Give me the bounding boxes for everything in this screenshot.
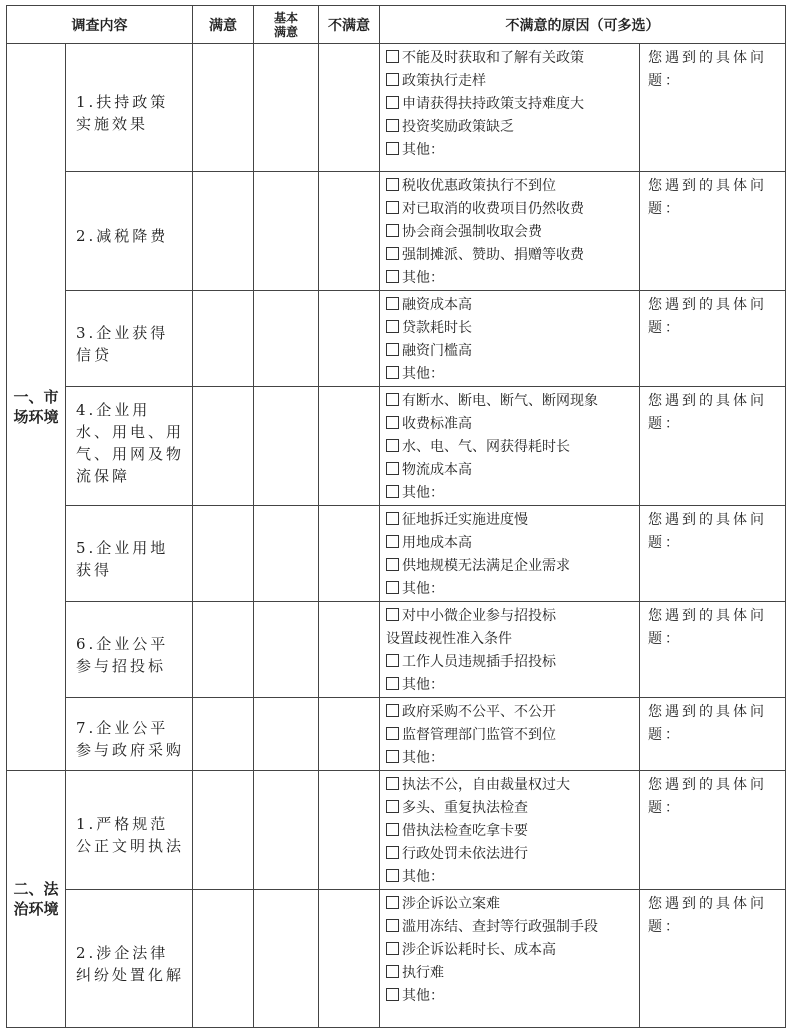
checkbox-icon[interactable] (386, 485, 399, 498)
checkbox-icon[interactable] (386, 224, 399, 237)
reason-option[interactable] (386, 244, 635, 267)
basic-satisfied-cell[interactable] (254, 890, 319, 1028)
basic-satisfied-cell[interactable] (254, 602, 319, 698)
reason-option[interactable] (386, 139, 635, 162)
checkbox-icon[interactable] (386, 393, 399, 406)
item-cell: 2.涉企法律纠纷处置化解 (66, 890, 193, 1028)
checkbox-icon[interactable] (386, 988, 399, 1001)
checkbox-icon[interactable] (386, 366, 399, 379)
basic-satisfied-cell[interactable] (254, 506, 319, 602)
reason-option[interactable] (386, 939, 635, 962)
reason-label: 执法不公，自由裁量权过大 (402, 777, 570, 793)
checkbox-icon[interactable] (386, 965, 399, 978)
header-reasons: 不满意的原因（可多选） (380, 6, 786, 44)
satisfied-cell[interactable] (193, 771, 254, 890)
checkbox-icon[interactable] (386, 558, 399, 571)
reason-option[interactable] (386, 116, 635, 139)
unsatisfied-cell[interactable] (319, 890, 380, 1028)
reason-label: 收费标准高 (402, 416, 472, 432)
survey-row (7, 387, 786, 506)
reason-option[interactable] (386, 93, 635, 116)
checkbox-icon[interactable] (386, 270, 399, 283)
reason-option[interactable] (386, 962, 635, 985)
checkbox-icon[interactable] (386, 750, 399, 763)
basic-satisfied-cell[interactable] (254, 291, 319, 387)
survey-row (7, 698, 786, 771)
reason-label: 征地拆迁实施进度慢 (402, 512, 528, 528)
checkbox-icon[interactable] (386, 320, 399, 333)
reason-option[interactable] (386, 628, 635, 651)
item-cell: 6.企业公平参与招投标 (66, 602, 193, 698)
reason-option[interactable] (386, 916, 635, 939)
satisfied-cell[interactable] (193, 890, 254, 1028)
reason-label: 政府采购不公平、不公开 (402, 704, 556, 720)
checkbox-icon[interactable] (386, 800, 399, 813)
survey-table (6, 5, 786, 1028)
checkbox-icon[interactable] (386, 416, 399, 429)
unsatisfied-cell[interactable] (319, 387, 380, 506)
reason-option[interactable] (386, 267, 635, 290)
header-basic-satisfied (254, 6, 319, 44)
reasons-cell (380, 698, 640, 771)
checkbox-icon[interactable] (386, 50, 399, 63)
checkbox-icon[interactable] (386, 201, 399, 214)
item-cell: 3.企业获得信贷 (66, 291, 193, 387)
reason-option[interactable] (386, 413, 635, 436)
checkbox-icon[interactable] (386, 846, 399, 859)
reason-label: 其他： (402, 142, 444, 158)
reason-label: 水、电、气、网获得耗时长 (402, 439, 570, 455)
detail-cell[interactable]: 您遇到的具体问题： (640, 771, 786, 890)
reason-option[interactable] (386, 482, 635, 505)
unsatisfied-cell[interactable] (319, 698, 380, 771)
checkbox-icon[interactable] (386, 119, 399, 132)
satisfied-cell[interactable] (193, 291, 254, 387)
detail-cell[interactable]: 您遇到的具体问题： (640, 602, 786, 698)
survey-row (7, 506, 786, 602)
unsatisfied-cell[interactable] (319, 602, 380, 698)
reason-label: 执行难 (402, 965, 444, 981)
checkbox-icon[interactable] (386, 178, 399, 191)
reason-option[interactable] (386, 605, 635, 628)
reason-option[interactable] (386, 555, 635, 578)
reason-option[interactable] (386, 724, 635, 747)
reason-label: 不能及时获取和了解有关政策 (402, 50, 584, 66)
reason-option[interactable] (386, 294, 635, 317)
checkbox-icon[interactable] (386, 896, 399, 909)
checkbox-icon[interactable] (386, 869, 399, 882)
header-satisfied: 满意 (193, 6, 254, 44)
reason-label: 行政处罚未依法进行 (402, 846, 528, 862)
reason-label: 对已取消的收费项目仍然收费 (402, 201, 584, 217)
header-content: 调查内容 (7, 6, 193, 44)
item-cell: 2.减税降费 (66, 172, 193, 291)
reasons-cell (380, 44, 640, 172)
reason-label: 融资门槛高 (402, 343, 472, 359)
satisfied-cell[interactable] (193, 387, 254, 506)
reasons-cell (380, 291, 640, 387)
reason-option[interactable] (386, 175, 635, 198)
reason-option[interactable] (386, 820, 635, 843)
reason-label: 涉企诉讼立案难 (402, 896, 500, 912)
survey-row (7, 172, 786, 291)
reason-label: 其他： (402, 988, 444, 1004)
header-row (7, 6, 786, 44)
item-cell: 5.企业用地获得 (66, 506, 193, 602)
reason-option[interactable] (386, 363, 635, 386)
reason-label: 其他： (402, 485, 444, 501)
checkbox-icon[interactable] (386, 343, 399, 356)
reason-option[interactable] (386, 459, 635, 482)
basic-satisfied-cell[interactable] (254, 387, 319, 506)
item-cell: 4.企业用水、用电、用气、用网及物流保障 (66, 387, 193, 506)
reason-label: 涉企诉讼耗时长、成本高 (402, 942, 556, 958)
reason-option[interactable] (386, 198, 635, 221)
header-unsatisfied: 不满意 (319, 6, 380, 44)
checkbox-icon[interactable] (386, 777, 399, 790)
satisfied-cell[interactable] (193, 44, 254, 172)
checkbox-icon[interactable] (386, 581, 399, 594)
reason-option[interactable] (386, 578, 635, 601)
satisfied-cell[interactable] (193, 172, 254, 291)
reason-label: 用地成本高 (402, 535, 472, 551)
unsatisfied-cell[interactable] (319, 172, 380, 291)
survey-row (7, 602, 786, 698)
checkbox-icon[interactable] (386, 142, 399, 155)
detail-cell[interactable]: 您遇到的具体问题： (640, 698, 786, 771)
reason-label: 税收优惠政策执行不到位 (402, 178, 556, 194)
reason-label: 借执法检查吃拿卡要 (402, 823, 528, 839)
checkbox-icon[interactable] (386, 727, 399, 740)
item-cell: 7.企业公平参与政府采购 (66, 698, 193, 771)
survey-row (7, 44, 786, 172)
reason-label: 其他： (402, 869, 444, 885)
checkbox-icon[interactable] (386, 535, 399, 548)
checkbox-icon[interactable] (386, 677, 399, 690)
basic-satisfied-cell[interactable] (254, 771, 319, 890)
satisfied-cell[interactable] (193, 602, 254, 698)
reason-label: 贷款耗时长 (402, 320, 472, 336)
survey-row (7, 771, 786, 890)
basic-satisfied-cell[interactable] (254, 698, 319, 771)
checkbox-icon[interactable] (386, 512, 399, 525)
checkbox-icon[interactable] (386, 247, 399, 260)
reason-label: 物流成本高 (402, 462, 472, 478)
checkbox-icon[interactable] (386, 96, 399, 109)
category-cell: 一、市场环境 (7, 44, 66, 771)
detail-cell[interactable]: 您遇到的具体问题： (640, 291, 786, 387)
reason-label: 多头、重复执法检查 (402, 800, 528, 816)
reason-label: 协会商会强制收取会费 (402, 224, 542, 240)
checkbox-icon[interactable] (386, 654, 399, 667)
reason-label: 其他： (402, 581, 444, 597)
checkbox-icon[interactable] (386, 942, 399, 955)
checkbox-icon[interactable] (386, 608, 399, 621)
basic-satisfied-cell[interactable] (254, 172, 319, 291)
detail-cell[interactable]: 您遇到的具体问题： (640, 506, 786, 602)
reason-option[interactable] (386, 651, 635, 674)
reasons-cell (380, 602, 640, 698)
detail-cell[interactable]: 您遇到的具体问题： (640, 387, 786, 506)
checkbox-icon[interactable] (386, 439, 399, 452)
checkbox-icon[interactable] (386, 297, 399, 310)
basic-satisfied-cell[interactable] (254, 44, 319, 172)
survey-row (7, 291, 786, 387)
reason-label: 滥用冻结、查封等行政强制手段 (402, 919, 598, 935)
reason-option[interactable] (386, 843, 635, 866)
checkbox-icon[interactable] (386, 462, 399, 475)
survey-body (7, 44, 786, 1028)
satisfied-cell[interactable] (193, 506, 254, 602)
item-cell: 1.扶持政策实施效果 (66, 44, 193, 172)
reason-option[interactable] (386, 747, 635, 770)
reason-option[interactable] (386, 701, 635, 724)
detail-cell[interactable]: 您遇到的具体问题： (640, 890, 786, 1028)
reason-option[interactable] (386, 436, 635, 459)
survey-row (7, 890, 786, 1028)
reason-option[interactable] (386, 866, 635, 889)
reason-label: 其他： (402, 270, 444, 286)
reason-label: 投资奖励政策缺乏 (402, 119, 514, 135)
item-cell: 1.严格规范公正文明执法 (66, 771, 193, 890)
reason-option[interactable] (386, 47, 635, 70)
reason-option[interactable] (386, 985, 635, 1008)
reason-option[interactable] (386, 340, 635, 363)
reason-option[interactable] (386, 221, 635, 244)
detail-cell[interactable]: 您遇到的具体问题： (640, 172, 786, 291)
header-basic-satisfied-text: 基本满意 (273, 10, 298, 39)
reasons-cell (380, 506, 640, 602)
reason-label: 其他： (402, 750, 444, 766)
reason-label: 供地规模无法满足企业需求 (402, 558, 570, 574)
satisfied-cell[interactable] (193, 698, 254, 771)
reason-option[interactable] (386, 674, 635, 697)
reason-option[interactable] (386, 797, 635, 820)
checkbox-icon[interactable] (386, 823, 399, 836)
reason-option[interactable] (386, 532, 635, 555)
reason-option[interactable] (386, 509, 635, 532)
unsatisfied-cell[interactable] (319, 506, 380, 602)
reason-label: 有断水、断电、断气、断网现象 (402, 393, 598, 409)
reason-label: 申请获得扶持政策支持难度大 (402, 96, 584, 112)
reason-option[interactable] (386, 70, 635, 93)
reason-label: 融资成本高 (402, 297, 472, 313)
reason-label: 强制摊派、赞助、捐赠等收费 (402, 247, 584, 263)
reason-label: 工作人员违规插手招投标 (402, 654, 556, 670)
reason-option[interactable] (386, 390, 635, 413)
unsatisfied-cell[interactable] (319, 291, 380, 387)
category-cell: 二、法治环境 (7, 771, 66, 1028)
reason-option[interactable] (386, 893, 635, 916)
unsatisfied-cell[interactable] (319, 44, 380, 172)
checkbox-icon[interactable] (386, 704, 399, 717)
checkbox-icon[interactable] (386, 919, 399, 932)
checkbox-icon[interactable] (386, 73, 399, 86)
reasons-cell (380, 172, 640, 291)
reasons-cell (380, 387, 640, 506)
reason-option[interactable] (386, 774, 635, 797)
unsatisfied-cell[interactable] (319, 771, 380, 890)
reason-label: 其他： (402, 366, 444, 382)
reason-label: 其他： (402, 677, 444, 693)
reason-label: 监督管理部门监管不到位 (402, 727, 556, 743)
reasons-cell (380, 890, 640, 1028)
reason-label: 设置歧视性准入条件 (386, 631, 512, 647)
reason-label: 对中小微企业参与招投标 (402, 608, 556, 624)
reasons-cell (380, 771, 640, 890)
reason-label: 政策执行走样 (402, 73, 486, 89)
detail-cell[interactable]: 您遇到的具体问题： (640, 44, 786, 172)
reason-option[interactable] (386, 317, 635, 340)
